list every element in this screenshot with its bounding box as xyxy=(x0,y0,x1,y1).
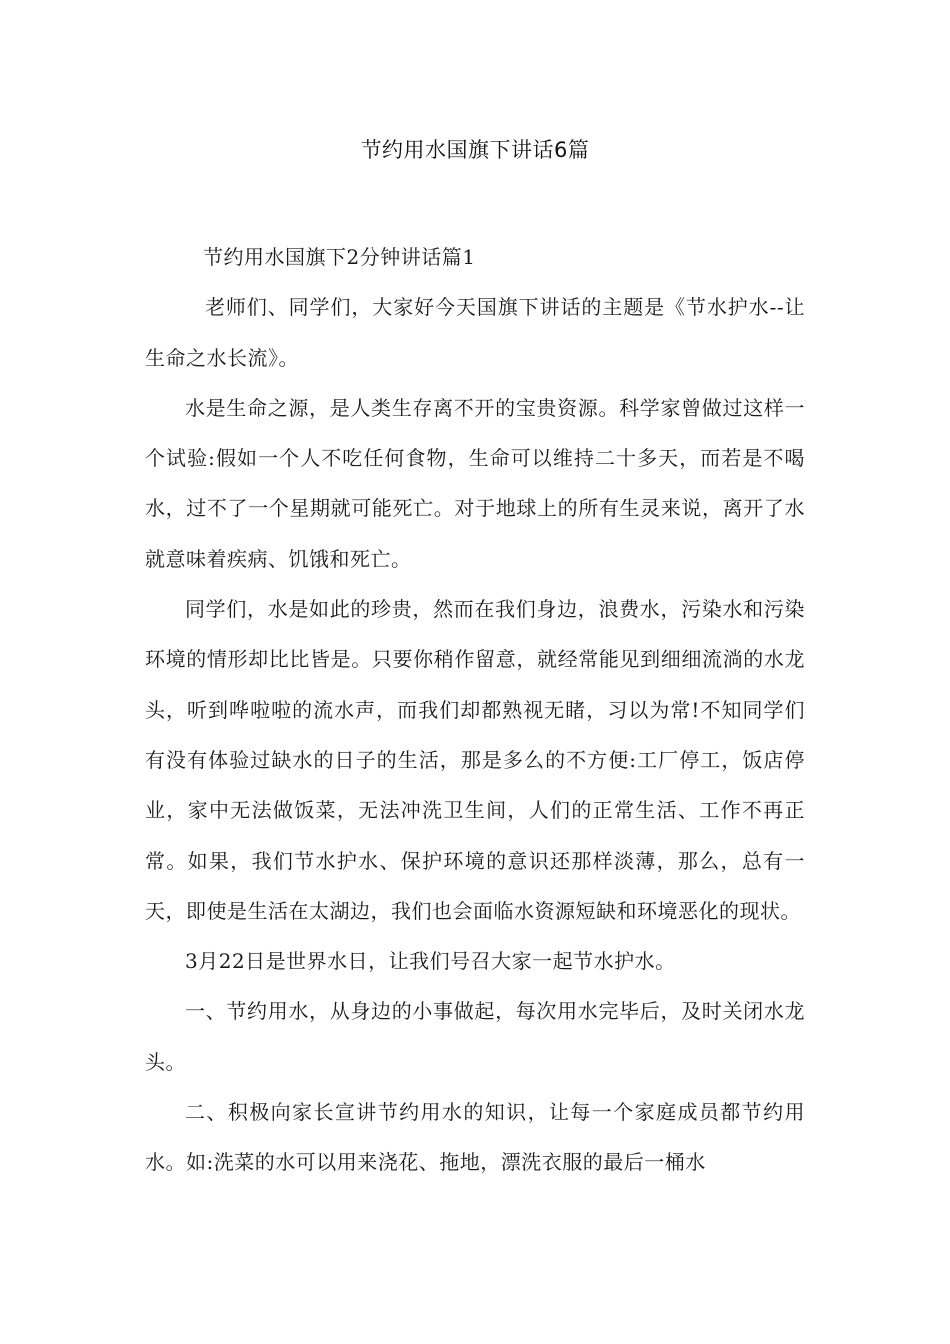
paragraph-point-one: 一、节约用水，从身边的小事做起，每次用水完毕后，及时关闭水龙头。 xyxy=(145,999,805,1074)
document-body xyxy=(145,232,805,1188)
document-title: 节约用水国旗下讲话6篇 xyxy=(360,138,590,162)
paragraph-world-water-day: 3月22日是世界水日，让我们号召大家一起节水护水。 xyxy=(185,949,676,974)
paragraph-greeting: 老师们、同学们，大家好今天国旗下讲话的主题是《节水护水--让生命之水长流》。 xyxy=(145,295,805,370)
section-heading: 节约用水国旗下2分钟讲话篇1 xyxy=(203,245,476,269)
paragraph-point-two: 二、积极向家长宣讲节约用水的知识，让每一个家庭成员都节约用水。如:洗菜的水可以用来浇花、拖地，漂洗衣服的最后一桶水 xyxy=(145,1100,805,1175)
paragraph-waste: 同学们，水是如此的珍贵，然而在我们身边，浪费水，污染水和污染环境的情形却比比皆是。只要你稍作留意，就经常能见到细细流淌的水龙头，听到哗啦啦的流水声，而我们却都熟视无睹，习以为常!不知同学们有没有体验过缺水的日子的生活，那是多么的不方便:工厂停工，饭店停业，家中无法做饭菜，无法冲洗卫生间，人们的正常生活、工作不再正常。如果，我们节水护水、保护环境的意识还那样淡薄，那么，总有一天，即使是生活在太湖边，我们也会面临水资源短缺和环境恶化的现状。 xyxy=(145,597,805,923)
paragraph-water-source: 水是生命之源，是人类生存离不开的宝贵资源。科学家曾做过这样一个试验:假如一个人不吃任何食物，生命可以维持二十多天，而若是不喝水，过不了一个星期就可能死亡。对于地球上的所有生灵来说，离开了水就意味着疾病、饥饿和死亡。 xyxy=(145,395,805,571)
